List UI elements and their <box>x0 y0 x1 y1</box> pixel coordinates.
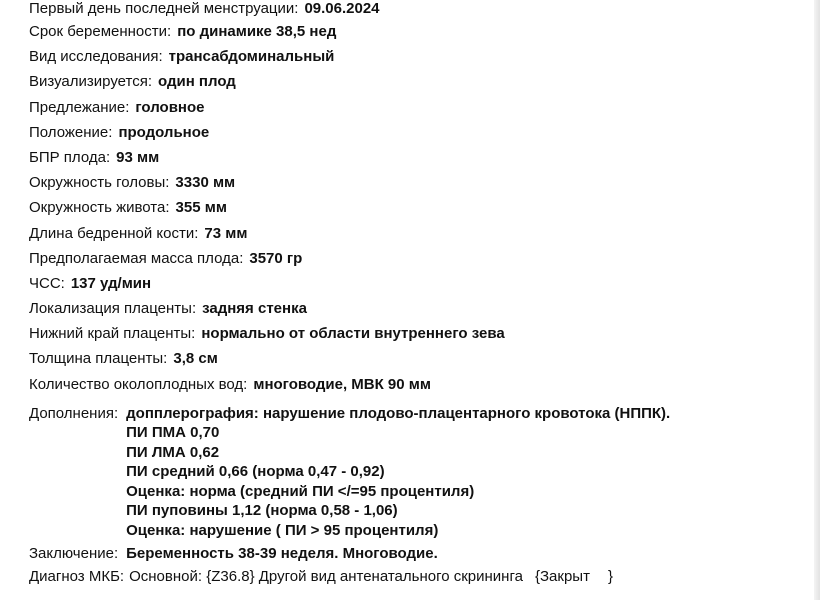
field-row-position <box>29 123 810 148</box>
field-value: 3,8 см <box>173 350 218 368</box>
ultrasound-report <box>29 0 810 592</box>
conclusion-section <box>29 544 810 564</box>
field-row-lmp <box>29 0 810 22</box>
field-value: нормально от области внутреннего зева <box>201 325 505 343</box>
field-row-presentation <box>29 98 810 123</box>
field-row-placenta-location <box>29 299 810 324</box>
field-value: 3330 мм <box>175 174 236 192</box>
page-edge-shadow <box>814 0 820 600</box>
field-label: Срок беременности: <box>29 23 172 40</box>
field-label: ЧСС: <box>29 274 65 292</box>
diagnosis-label: Диагноз МКБ: <box>29 567 125 585</box>
additions-label: Дополнения: <box>29 404 119 422</box>
field-value: 73 мм <box>204 224 248 242</box>
field-label: Окружность головы: <box>29 174 170 192</box>
additions-line: ПИ ПМА 0,70 <box>126 424 220 442</box>
field-row-heart-rate <box>29 274 810 299</box>
field-row-gestation <box>29 22 810 47</box>
diagnosis-row <box>29 567 810 592</box>
field-row-femur-length <box>29 224 810 249</box>
diagnosis-code: Основной: {Z36.8} Другой вид антенатального скрининга <box>129 567 523 585</box>
conclusion-text: Беременность 38-39 неделя. Многоводие. <box>126 545 438 563</box>
field-row-exam-type <box>29 47 810 72</box>
field-label: Предполагаемая масса плода: <box>29 249 244 267</box>
field-label: Локализация плаценты: <box>29 300 197 318</box>
field-value: задняя стенка <box>202 300 307 318</box>
field-value: по динамике 38,5 нед <box>177 23 337 40</box>
field-label: Количество околоплодных вод: <box>29 375 248 393</box>
additions-line: допплерография: нарушение плодово-плацентарного кровотока (НППК). <box>126 404 671 422</box>
field-label: Первый день последней менструации: <box>29 0 299 17</box>
field-row-fetal-weight <box>29 249 810 274</box>
additions-section <box>29 404 810 541</box>
field-value: продольное <box>118 123 210 141</box>
additions-line: ПИ ЛМА 0,62 <box>126 443 220 461</box>
field-value: один плод <box>158 73 236 91</box>
field-value: 3570 гр <box>249 249 303 267</box>
field-row-head-circumference <box>29 173 810 198</box>
additions-line: Оценка: норма (средний ПИ </=95 процентиля) <box>126 482 475 500</box>
field-value: трансабдоминальный <box>168 48 335 66</box>
field-value: многоводие, МВК 90 мм <box>253 375 431 393</box>
field-label: Визуализируется: <box>29 73 152 91</box>
conclusion-value <box>126 544 438 564</box>
field-row-visualized <box>29 72 810 97</box>
field-label: Нижний край плаценты: <box>29 325 196 343</box>
field-row-abdominal-circumference <box>29 198 810 223</box>
field-label: Толщина плаценты: <box>29 350 168 368</box>
field-value: 09.06.2024 <box>304 0 380 17</box>
additions-line: Оценка: нарушение ( ПИ > 95 процентиля) <box>126 521 439 539</box>
field-row-amniotic-fluid <box>29 375 810 400</box>
field-value: головное <box>135 98 205 116</box>
field-row-placenta-lower-edge <box>29 324 810 349</box>
field-row-bpd <box>29 148 810 173</box>
conclusion-label: Заключение: <box>29 545 119 563</box>
field-label: БПР плода: <box>29 148 111 166</box>
field-label: Предлежание: <box>29 98 130 116</box>
field-value: 355 мм <box>175 199 227 217</box>
additions-line: ПИ средний 0,66 (норма 0,47 - 0,92) <box>126 463 385 481</box>
field-label: Положение: <box>29 123 113 141</box>
field-value: 93 мм <box>116 148 160 166</box>
additions-lines <box>126 404 670 541</box>
diagnosis-status: {Закрыт <box>534 567 590 585</box>
diagnosis-closing-brace: } <box>607 567 613 585</box>
field-label: Вид исследования: <box>29 48 163 66</box>
field-value: 137 уд/мин <box>70 274 152 292</box>
additions-line: ПИ пуповины 1,12 (норма 0,58 - 1,06) <box>126 502 398 520</box>
field-label: Окружность живота: <box>29 199 170 217</box>
field-row-placenta-thickness <box>29 349 810 374</box>
field-label: Длина бедренной кости: <box>29 224 199 242</box>
